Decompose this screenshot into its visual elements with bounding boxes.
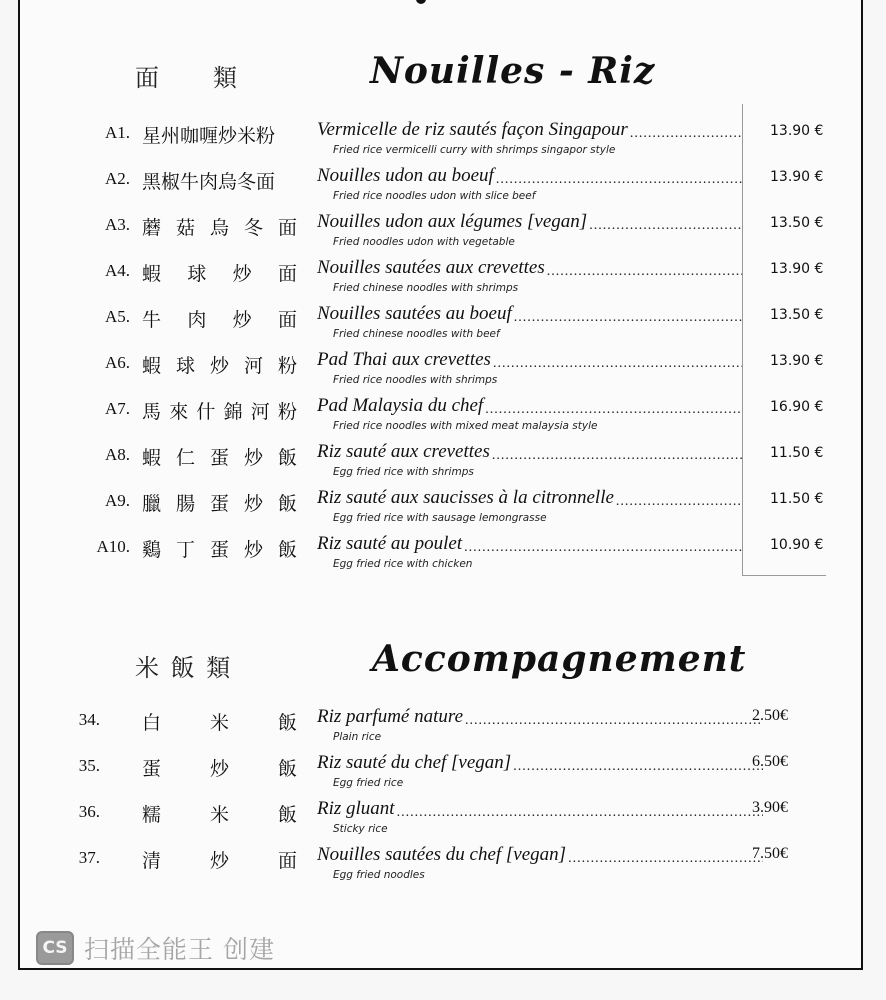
- item-french-name: Riz sauté au poulet: [317, 533, 463, 554]
- dot-leader: [630, 127, 742, 141]
- item-code: A5.: [104, 307, 130, 326]
- dot-leader: [589, 219, 742, 233]
- item-french-name: Pad Malaysia du chef: [317, 395, 484, 416]
- menu-item: [20, 165, 861, 215]
- chinese-char: 炒: [209, 355, 229, 377]
- menu-item: [20, 752, 861, 802]
- item-code: A9.: [104, 491, 130, 510]
- item-code: A8.: [104, 445, 130, 464]
- menu-page: [18, 0, 863, 970]
- item-title-line: [317, 349, 742, 371]
- item-code: 34.: [78, 710, 100, 729]
- item-code: A1.: [104, 123, 130, 142]
- chinese-char: 粉: [277, 401, 297, 423]
- item-code: 36.: [78, 802, 100, 821]
- dot-leader: [568, 852, 763, 866]
- chinese-char: 黑椒牛肉烏冬面: [142, 171, 276, 193]
- dot-leader: [465, 714, 763, 728]
- item-price: 2.50€: [752, 707, 788, 724]
- chinese-char: 米: [209, 712, 229, 734]
- item-code: A7.: [104, 399, 130, 418]
- item-french-name: Riz sauté aux crevettes: [317, 441, 490, 462]
- item-price: 13.50 €: [770, 215, 824, 231]
- item-french-name: Vermicelle de riz sautés façon Singapour: [317, 119, 628, 140]
- item-price: 3.90€: [752, 799, 788, 816]
- chinese-char: 臘: [142, 493, 162, 515]
- item-code: A4.: [104, 261, 130, 280]
- chinese-char: 河: [243, 355, 263, 377]
- item-english-description: Fried rice noodles with shrimps: [333, 374, 498, 386]
- noodles-cn-title: 面 類: [135, 64, 239, 92]
- top-ornament: [416, 0, 426, 4]
- item-code: A6.: [104, 353, 130, 372]
- item-english-description: Fried rice noodles with mixed meat malaysia style: [333, 420, 598, 432]
- item-french-name: Pad Thai aux crevettes: [317, 349, 491, 370]
- chinese-char: 烏: [209, 217, 229, 239]
- chinese-char: 蛋: [209, 447, 229, 469]
- item-chinese-name: [142, 397, 297, 424]
- item-price: 13.90 €: [770, 261, 824, 277]
- sides-cn-title: 米 飯 類: [135, 654, 233, 682]
- item-title-line: [317, 752, 763, 774]
- dot-leader: [616, 495, 742, 509]
- item-title-line: [317, 119, 742, 141]
- chinese-char: 蝦: [142, 447, 162, 469]
- camscanner-logo-icon: CS: [36, 931, 74, 965]
- item-french-name: Riz parfumé nature: [317, 706, 464, 727]
- chinese-char: 冬: [243, 217, 263, 239]
- item-price: 13.50 €: [770, 307, 824, 323]
- chinese-char: 炒: [232, 309, 252, 331]
- chinese-char: 面: [277, 263, 297, 285]
- chinese-char: 面: [277, 217, 297, 239]
- dot-leader: [492, 449, 742, 463]
- chinese-char: 飯: [277, 712, 297, 734]
- menu-item: [20, 798, 861, 848]
- item-english-description: Egg fried rice: [333, 777, 404, 789]
- menu-item: [20, 395, 861, 445]
- item-title-line: [317, 257, 742, 279]
- dot-leader: [493, 357, 742, 371]
- item-english-description: Egg fried rice with shrimps: [333, 466, 474, 478]
- item-chinese-name: [142, 800, 297, 827]
- item-french-name: Nouilles sautées aux crevettes: [317, 257, 545, 278]
- item-title-line: [317, 165, 742, 187]
- menu-item: [20, 487, 861, 537]
- item-english-description: Egg fried rice with sausage lemongrasse: [333, 512, 547, 524]
- menu-item: [20, 441, 861, 491]
- item-code: A3.: [104, 215, 130, 234]
- item-english-description: Fried chinese noodles with shrimps: [333, 282, 519, 294]
- menu-item: [20, 349, 861, 399]
- chinese-char: 粉: [277, 355, 297, 377]
- chinese-char: 河: [250, 401, 270, 423]
- chinese-char: 面: [277, 309, 297, 331]
- item-french-name: Riz sauté du chef [vegan]: [317, 752, 512, 773]
- chinese-char: 丁: [175, 539, 195, 561]
- item-price: 13.90 €: [770, 353, 824, 369]
- chinese-char: 錦: [223, 401, 243, 423]
- item-chinese-name: [142, 708, 297, 735]
- noodles-fr-title: Nouilles - Riz: [370, 50, 656, 92]
- item-price: 11.50 €: [770, 491, 824, 507]
- chinese-char: 牛: [142, 309, 162, 331]
- item-price: 13.90 €: [770, 169, 824, 185]
- chinese-char: 飯: [277, 804, 297, 826]
- chinese-char: 鷄: [142, 539, 162, 561]
- item-price: 7.50€: [752, 845, 788, 862]
- item-chinese-name: [142, 121, 297, 148]
- item-french-name: Riz sauté aux saucisses à la citronnelle: [317, 487, 614, 508]
- item-chinese-name: [142, 754, 297, 781]
- chinese-char: 炒: [232, 263, 252, 285]
- chinese-char: 清: [142, 850, 162, 872]
- chinese-char: 蘑: [142, 217, 162, 239]
- chinese-char: 蝦: [142, 355, 162, 377]
- dot-leader: [513, 760, 763, 774]
- item-title-line: [317, 395, 742, 417]
- scanner-watermark: [36, 930, 275, 966]
- dot-leader: [397, 806, 763, 820]
- item-title-line: [317, 844, 763, 866]
- sides-fr-title: Accompagnement: [372, 638, 747, 680]
- chinese-char: 蝦: [142, 263, 162, 285]
- item-title-line: [317, 211, 742, 233]
- item-price: 16.90 €: [770, 399, 824, 415]
- item-french-name: Nouilles udon aux légumes [vegan]: [317, 211, 588, 232]
- item-code: A2.: [104, 169, 130, 188]
- chinese-char: 炒: [243, 539, 263, 561]
- item-chinese-name: [142, 846, 297, 873]
- sides-section-header: [20, 638, 861, 688]
- item-english-description: Egg fried noodles: [333, 869, 425, 881]
- item-chinese-name: [142, 213, 297, 240]
- item-title-line: [317, 303, 742, 325]
- menu-item: [20, 119, 861, 169]
- item-english-description: Egg fried rice with chicken: [333, 558, 473, 570]
- item-chinese-name: [142, 351, 297, 378]
- chinese-char: 星州咖喱炒米粉: [142, 125, 276, 147]
- item-chinese-name: [142, 535, 297, 562]
- menu-item: [20, 706, 861, 756]
- dot-leader: [464, 541, 742, 555]
- chinese-char: 炒: [209, 758, 229, 780]
- item-title-line: [317, 441, 742, 463]
- chinese-char: 馬: [142, 401, 162, 423]
- chinese-char: 炒: [243, 447, 263, 469]
- item-title-line: [317, 487, 742, 509]
- chinese-char: 米: [209, 804, 229, 826]
- dot-leader: [496, 173, 742, 187]
- menu-item: [20, 211, 861, 261]
- chinese-char: 白: [142, 712, 162, 734]
- item-english-description: Plain rice: [333, 731, 382, 743]
- item-french-name: Nouilles sautées du chef [vegan]: [317, 844, 567, 865]
- chinese-char: 來: [169, 401, 189, 423]
- chinese-char: 仁: [175, 447, 195, 469]
- chinese-char: 球: [175, 355, 195, 377]
- item-english-description: Fried chinese noodles with beef: [333, 328, 500, 340]
- item-chinese-name: [142, 259, 297, 286]
- menu-item: [20, 303, 861, 353]
- item-english-description: Fried rice vermicelli curry with shrimps singapor style: [333, 144, 616, 156]
- chinese-char: 腸: [175, 493, 195, 515]
- chinese-char: 菇: [175, 217, 195, 239]
- item-code: 35.: [78, 756, 100, 775]
- item-french-name: Nouilles udon au boeuf: [317, 165, 494, 186]
- item-chinese-name: [142, 167, 297, 194]
- chinese-char: 肉: [187, 309, 207, 331]
- item-english-description: Fried rice noodles udon with slice beef: [333, 190, 536, 202]
- chinese-char: 面: [277, 850, 297, 872]
- item-price: 10.90 €: [770, 537, 824, 553]
- chinese-char: 飯: [277, 758, 297, 780]
- chinese-char: 蛋: [209, 493, 229, 515]
- item-chinese-name: [142, 305, 297, 332]
- menu-item: [20, 844, 861, 894]
- item-chinese-name: [142, 489, 297, 516]
- menu-item: [20, 533, 861, 583]
- item-french-name: Riz gluant: [317, 798, 395, 819]
- dot-leader: [485, 403, 742, 417]
- chinese-char: 蛋: [209, 539, 229, 561]
- item-french-name: Nouilles sautées au boeuf: [317, 303, 512, 324]
- chinese-char: 球: [187, 263, 207, 285]
- noodles-section-header: [20, 50, 861, 100]
- dot-leader: [547, 265, 742, 279]
- chinese-char: 飯: [277, 493, 297, 515]
- item-code: 37.: [78, 848, 100, 867]
- item-price: 11.50 €: [770, 445, 824, 461]
- dot-leader: [514, 311, 742, 325]
- chinese-char: 炒: [209, 850, 229, 872]
- item-title-line: [317, 706, 763, 728]
- item-english-description: Sticky rice: [333, 823, 388, 835]
- chinese-char: 糯: [142, 804, 162, 826]
- chinese-char: 蛋: [142, 758, 162, 780]
- item-price: 13.90 €: [770, 123, 824, 139]
- chinese-char: 炒: [243, 493, 263, 515]
- chinese-char: 飯: [277, 539, 297, 561]
- item-title-line: [317, 798, 763, 820]
- chinese-char: 飯: [277, 447, 297, 469]
- item-code: A10.: [96, 537, 130, 556]
- item-chinese-name: [142, 443, 297, 470]
- chinese-char: 什: [196, 401, 216, 423]
- menu-item: [20, 257, 861, 307]
- watermark-text: 扫描全能王 创建: [84, 935, 275, 964]
- item-title-line: [317, 533, 742, 555]
- item-price: 6.50€: [752, 753, 788, 770]
- item-english-description: Fried noodles udon with vegetable: [333, 236, 515, 248]
